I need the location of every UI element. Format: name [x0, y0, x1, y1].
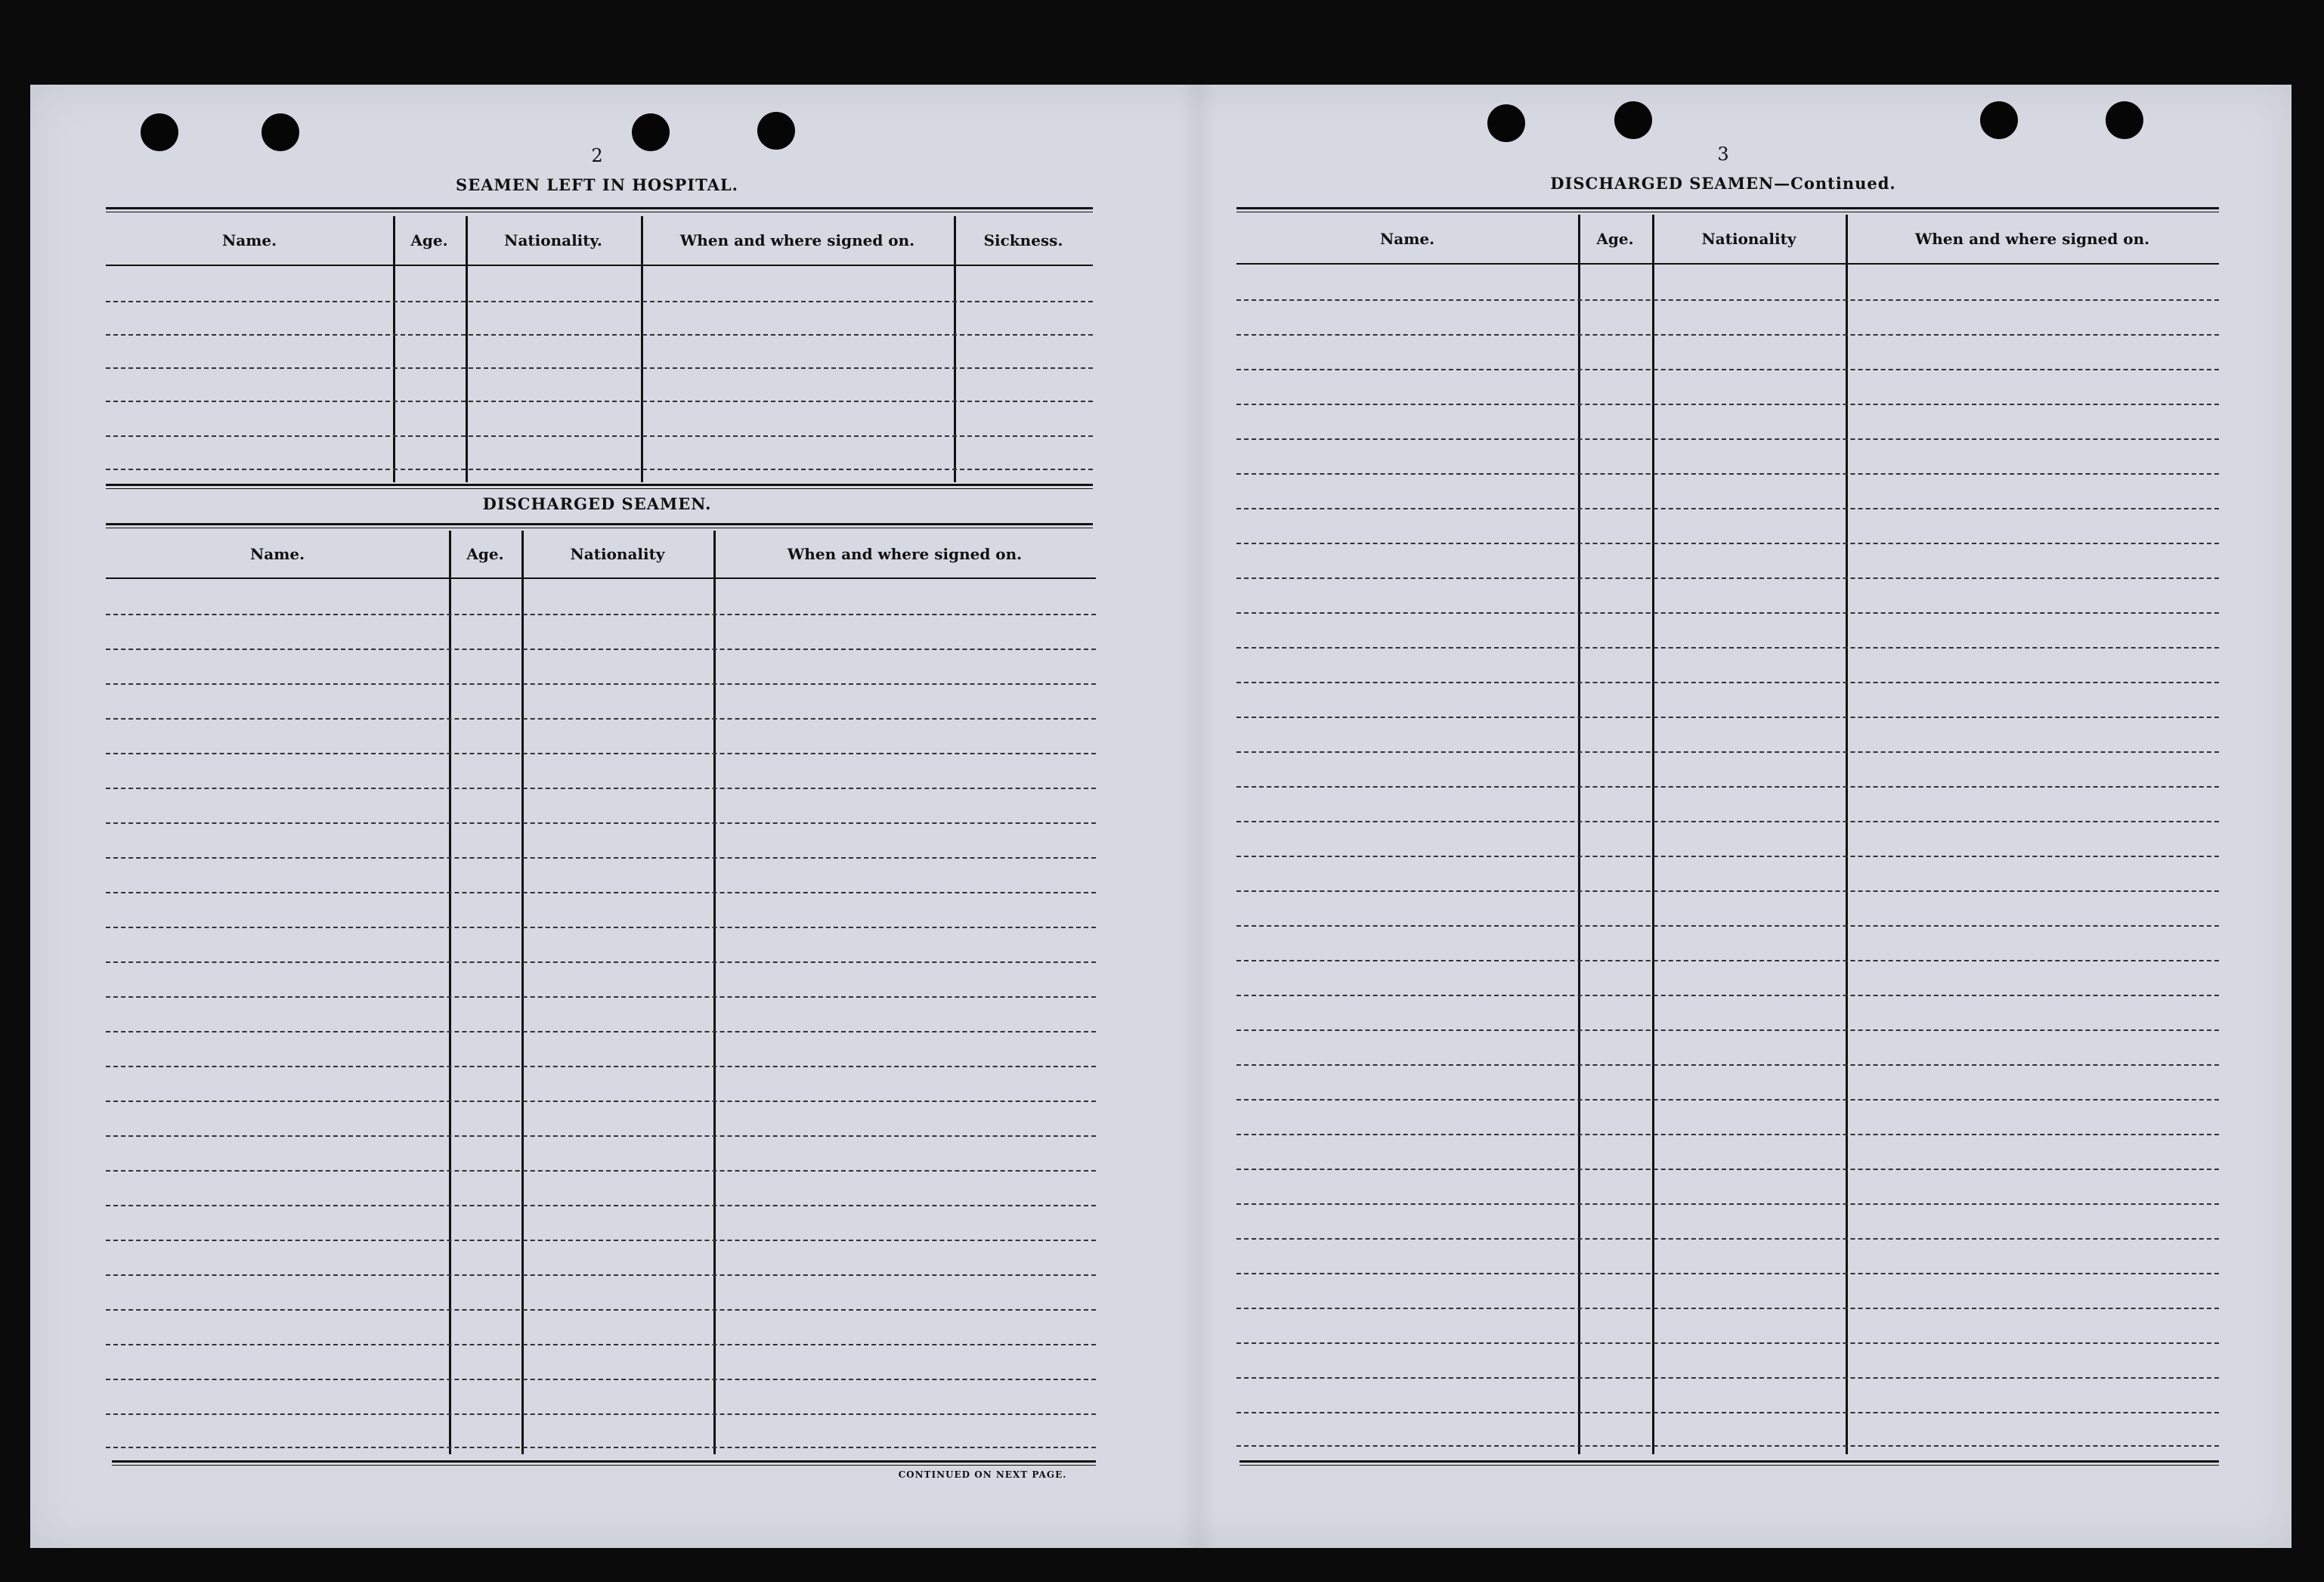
column-divider: [393, 216, 395, 482]
column-divider: [1578, 215, 1580, 1454]
ledger-row-line: [1236, 1134, 2219, 1135]
ledger-row-line: [1236, 577, 2219, 579]
punch-hole: [1614, 101, 1652, 139]
column-header-age: Age.: [1596, 230, 1634, 248]
ledger-row-line: [106, 649, 1096, 650]
page-fold: [1179, 85, 1217, 1548]
hospital-section-title: SEAMEN LEFT IN HOSPITAL.: [456, 175, 738, 194]
discharged-ledger-left: [106, 531, 1096, 1454]
ledger-row-line: [106, 1135, 1096, 1137]
ledger-row-line: [1236, 1342, 2219, 1344]
page-number-right: 3: [1717, 144, 1729, 165]
ledger-row-line: [106, 718, 1096, 720]
column-header-nationality: Nationality: [570, 545, 665, 563]
punch-hole: [2106, 101, 2143, 139]
ledger-row-line: [1236, 543, 2219, 544]
ledger-row-line: [1236, 717, 2219, 718]
column-header-age: Age.: [466, 545, 504, 563]
column-divider: [521, 531, 524, 1454]
ledger-row-line: [1236, 1064, 2219, 1066]
column-divider: [466, 216, 468, 482]
punch-hole: [757, 112, 795, 150]
column-header-age: Age.: [410, 231, 448, 249]
ledger-row-line: [1236, 682, 2219, 683]
ledger-row-line: [106, 334, 1093, 336]
ledger-row-line: [1236, 1445, 2219, 1447]
ledger-row-line: [106, 961, 1096, 963]
punch-hole: [141, 113, 178, 151]
punch-hole: [1980, 101, 2018, 139]
ledger-row-line: [106, 788, 1096, 789]
ledger-row-line: [1236, 473, 2219, 475]
ledger-row-line: [106, 857, 1096, 859]
ledger-row-line: [106, 1205, 1096, 1206]
ledger-row-line: [106, 435, 1093, 437]
discharged-bottom-rule-right: [1239, 1460, 2219, 1466]
discharged-ledger-right: [1236, 215, 2219, 1454]
ledger-row-line: [1236, 1099, 2219, 1101]
ledger-row-line: [1236, 1169, 2219, 1170]
ledger-row-line: [1236, 1308, 2219, 1309]
discharged-ledger-header: [106, 531, 1096, 579]
ledger-row-line: [1236, 751, 2219, 753]
column-divider: [713, 531, 716, 1454]
column-divider: [449, 531, 451, 1454]
column-header-signed-on: When and where signed on.: [1914, 230, 2150, 248]
continued-note: CONTINUED ON NEXT PAGE.: [898, 1469, 1067, 1480]
ledger-row-line: [106, 1066, 1096, 1067]
ledger-row-line: [1236, 299, 2219, 301]
ledger-row-line: [1236, 856, 2219, 857]
ledger-row-line: [106, 1447, 1096, 1448]
column-header-nationality: Nationality: [1701, 230, 1796, 248]
ledger-row-line: [106, 1309, 1096, 1311]
column-header-name: Name.: [1379, 230, 1435, 248]
punch-hole: [632, 113, 670, 151]
ledger-row-line: [1236, 1203, 2219, 1205]
ledger-row-line: [1236, 821, 2219, 822]
right-top-rule: [1236, 207, 2219, 212]
discharged-section-title: DISCHARGED SEAMEN.: [482, 494, 712, 513]
column-header-nationality: Nationality.: [504, 231, 602, 249]
discharged-continued-title: DISCHARGED SEAMEN—Continued.: [1550, 174, 1896, 193]
punch-hole: [1487, 104, 1525, 142]
column-header-name: Name.: [249, 545, 305, 563]
ledger-row-line: [106, 996, 1096, 998]
ledger-row-line: [1236, 890, 2219, 892]
ledger-row-line: [106, 1101, 1096, 1102]
ledger-row-line: [1236, 438, 2219, 440]
discharged-bottom-rule-left: [112, 1460, 1096, 1466]
ledger-row-line: [106, 1170, 1096, 1172]
ledger-row-line: [1236, 1377, 2219, 1379]
ledger-row-line: [106, 753, 1096, 754]
ledger-row-line: [1236, 960, 2219, 961]
column-header-signed-on: When and where signed on.: [679, 231, 915, 249]
hospital-top-rule: [106, 207, 1093, 212]
ledger-row-line: [1236, 404, 2219, 405]
ledger-row-line: [1236, 995, 2219, 996]
ledger-row-line: [106, 1031, 1096, 1032]
ledger-row-line: [106, 301, 1093, 302]
ledger-row-line: [106, 1413, 1096, 1415]
ledger-row-line: [106, 614, 1096, 615]
column-divider: [1652, 215, 1654, 1454]
ledger-row-line: [1236, 1029, 2219, 1031]
ledger-row-line: [1236, 612, 2219, 614]
ledger-row-line: [106, 927, 1096, 928]
ledger-row-line: [1236, 786, 2219, 788]
ledger-row-line: [1236, 334, 2219, 336]
ledger-row-line: [1236, 369, 2219, 370]
ledger-row-line: [106, 469, 1093, 470]
ledger-row-line: [1236, 508, 2219, 509]
hospital-ledger-header: [106, 216, 1093, 266]
punch-hole: [261, 113, 299, 151]
ledger-row-line: [1236, 1273, 2219, 1274]
ledger-row-line: [106, 1274, 1096, 1276]
ledger-row-line: [1236, 647, 2219, 649]
ledger-row-line: [106, 1379, 1096, 1380]
ledger-row-line: [106, 367, 1093, 369]
column-divider: [641, 216, 643, 482]
hospital-ledger: [106, 216, 1093, 482]
ledger-row-line: [106, 1344, 1096, 1345]
ledger-row-line: [1236, 925, 2219, 927]
discharged-top-rule: [106, 523, 1093, 528]
page-number-left: 2: [591, 145, 603, 166]
ledger-row-line: [106, 892, 1096, 893]
ledger-row-line: [106, 1240, 1096, 1241]
column-header-name: Name.: [221, 231, 277, 249]
ledger-row-line: [106, 683, 1096, 685]
ledger-row-line: [1236, 1412, 2219, 1413]
column-divider: [954, 216, 956, 482]
discharged-ledger-header: [1236, 215, 2219, 265]
column-divider: [1846, 215, 1848, 1454]
column-header-signed-on: When and where signed on.: [787, 545, 1023, 563]
ledger-row-line: [106, 822, 1096, 824]
ledger-row-line: [1236, 1238, 2219, 1240]
column-header-sickness: Sickness.: [983, 231, 1063, 249]
ledger-row-line: [106, 401, 1093, 402]
hospital-bottom-rule: [106, 484, 1093, 489]
